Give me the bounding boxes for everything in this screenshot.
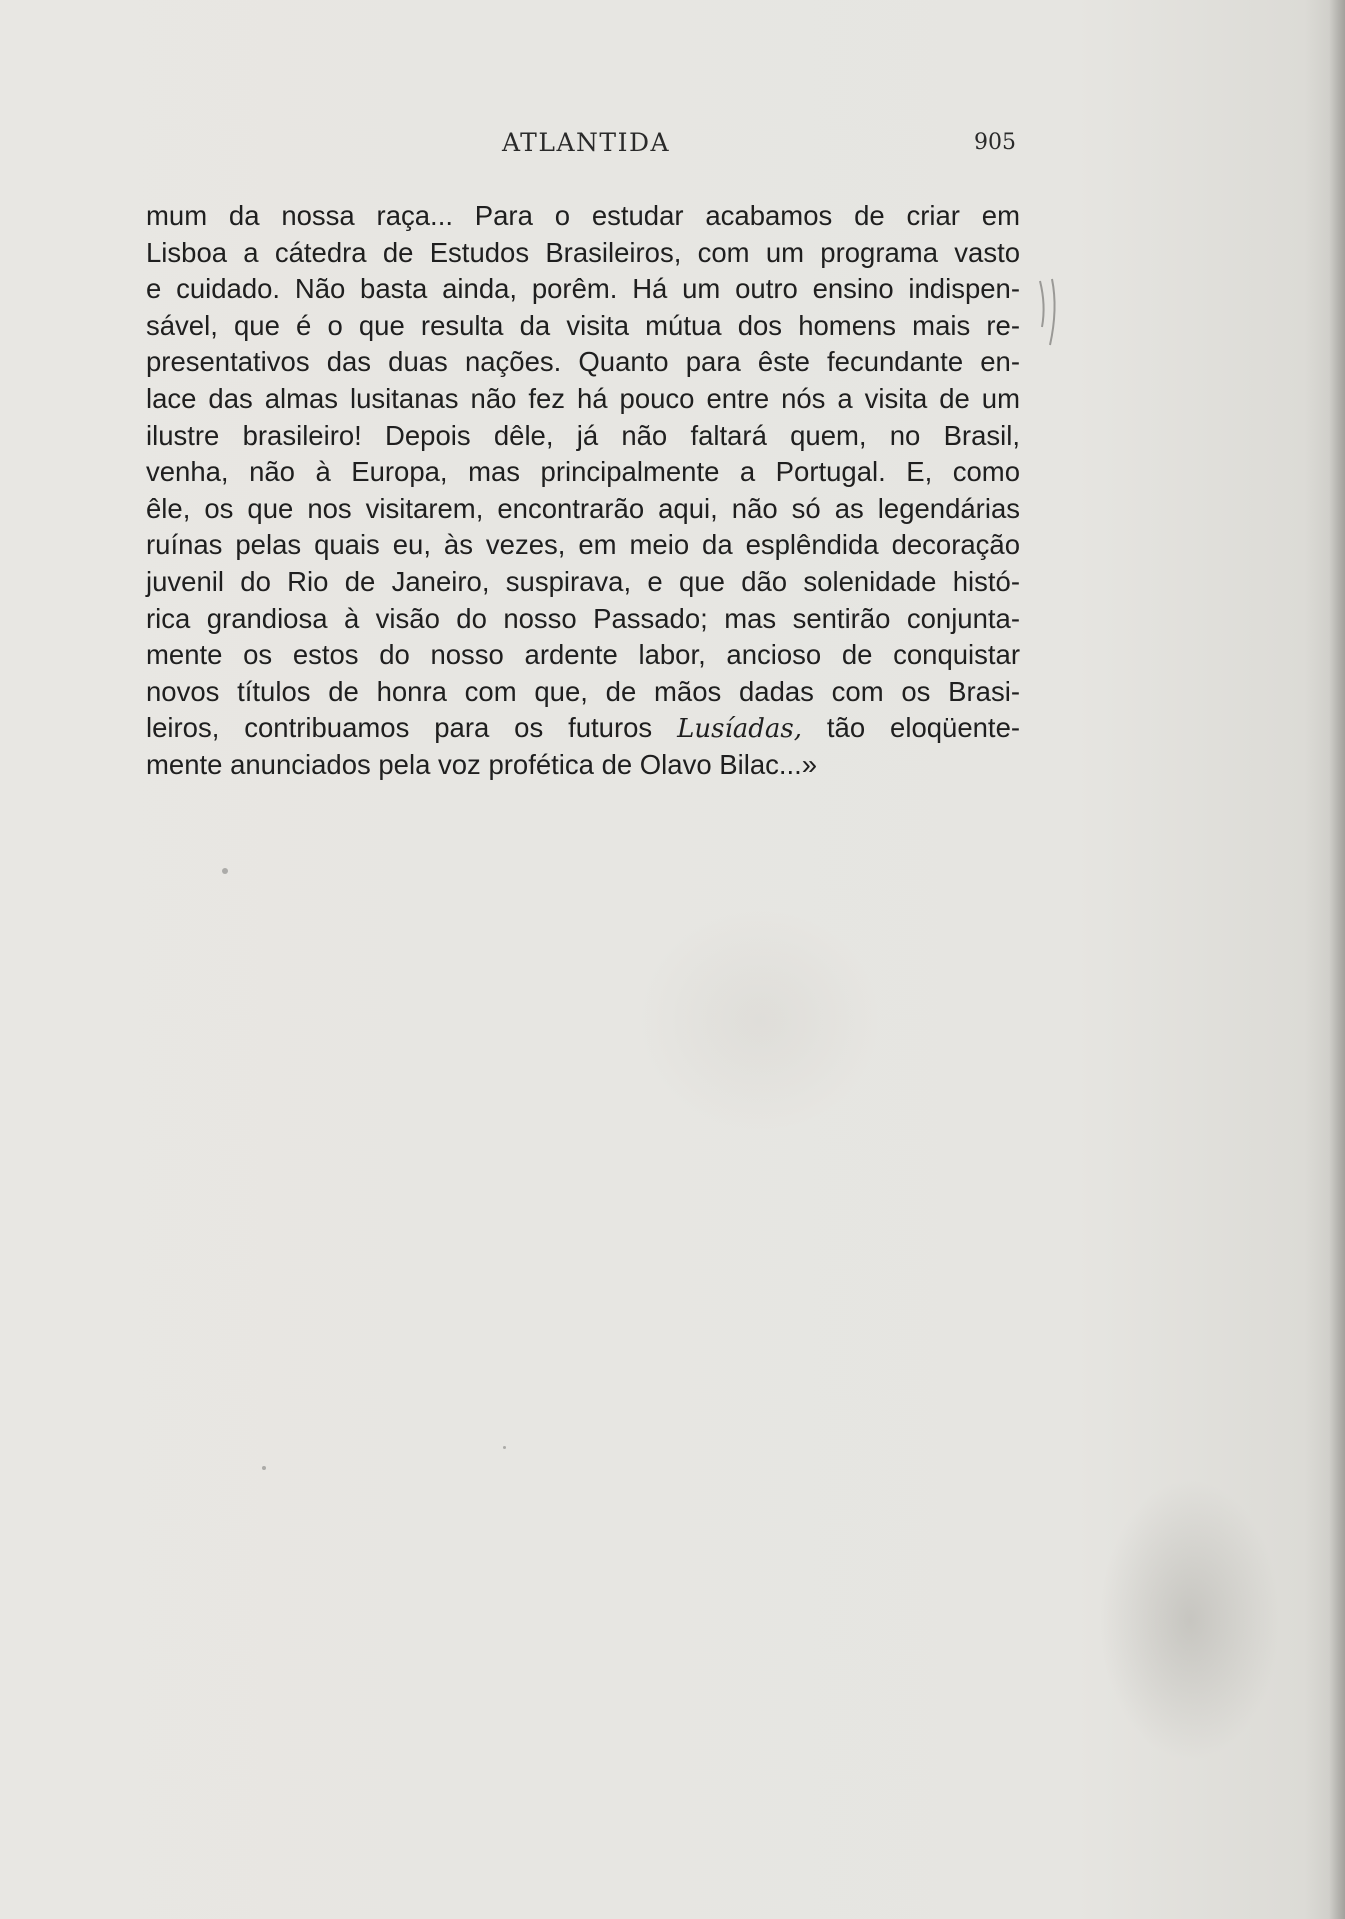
text-line: presentativos das duas nações. Quanto para êste fecundante en-: [146, 346, 1020, 378]
text-line-with-italic: [146, 710, 1020, 747]
text-line: sável, que é o que resulta da visita mútua dos homens mais re-: [146, 309, 1020, 341]
text-line: rica grandiosa à visão do nosso Passado; mas sentirão conjunta-: [146, 602, 1020, 634]
page-number: 905: [974, 130, 1016, 155]
text-line: venha, não à Europa, mas principalmente a Portugal. E, como: [146, 456, 1020, 488]
paper-speck: [262, 1466, 266, 1470]
text-line: ilustre brasileiro! Depois dêle, já não faltará quem, no Brasil,: [146, 419, 1020, 451]
text-line: lace das almas lusitanas não fez há pouco entre nós a visita de um: [146, 382, 1020, 414]
text-line: mente os estos do nosso ardente labor, ancioso de conquistar: [146, 639, 1020, 671]
italic-title: Lusíadas,: [677, 714, 803, 745]
paper-speck: [503, 1446, 506, 1449]
text-line: e cuidado. Não basta ainda, porêm. Há um outro ensino indispen-: [146, 273, 1020, 305]
paper-speck: [222, 868, 228, 874]
pencil-margin-mark: [1030, 275, 1070, 355]
text-line: novos títulos de honra com que, de mãos dadas com os Brasi-: [146, 675, 1020, 707]
text-line: juvenil do Rio de Janeiro, suspirava, e que dão solenidade histó-: [146, 565, 1020, 597]
body-paragraph: [146, 198, 1020, 784]
text-line: Lisboa a cátedra de Estudos Brasileiros, com um programa vasto: [146, 236, 1020, 268]
running-title: ATLANTIDA: [502, 128, 671, 157]
running-header: [146, 128, 1016, 168]
text-line: ruínas pelas quais eu, às vezes, em meio da esplêndida decoração: [146, 529, 1020, 561]
text-segment: leiros, contribuamos para os futuros: [146, 712, 653, 744]
text-segment: tão eloqüente-: [826, 712, 1021, 744]
text-line: mum da nossa raça... Para o estudar acabamos de criar em: [146, 200, 1020, 231]
page-edge-shadow: [1329, 0, 1345, 1919]
closing-line: mente anunciados pela voz profética de Olavo Bilac...»: [146, 748, 818, 780]
text-line: êle, os que nos visitarem, encontrarão aqui, não só as legendárias: [146, 492, 1020, 524]
